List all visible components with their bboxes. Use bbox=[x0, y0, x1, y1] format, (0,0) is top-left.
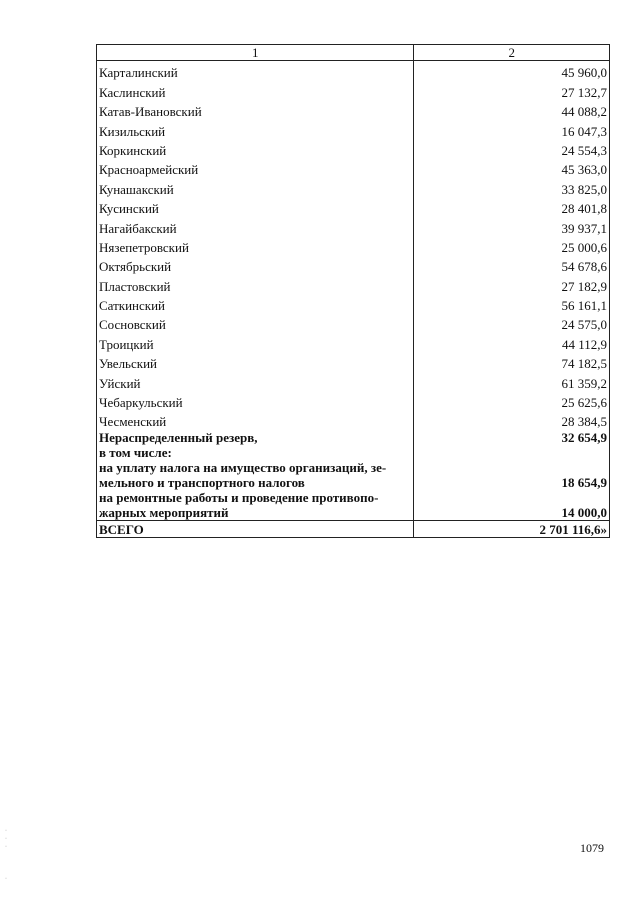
district-name: Сосновский bbox=[97, 313, 414, 332]
scan-artifact-mark: · bbox=[5, 828, 7, 834]
table-row bbox=[97, 177, 610, 196]
district-value: 45 960,0 bbox=[414, 61, 610, 81]
district-name: Нязепетровский bbox=[97, 236, 414, 255]
district-value: 27 182,9 bbox=[414, 274, 610, 293]
district-value: 28 401,8 bbox=[414, 197, 610, 216]
reserve-item-value: 18 654,9 bbox=[414, 475, 610, 490]
district-value: 25 625,6 bbox=[414, 391, 610, 410]
reserve-item-line: жарных мероприятий bbox=[97, 505, 414, 521]
district-name: Пластовский bbox=[97, 274, 414, 293]
table-row bbox=[97, 371, 610, 390]
table-row bbox=[97, 139, 610, 158]
district-value: 27 132,7 bbox=[414, 80, 610, 99]
district-value: 28 384,5 bbox=[414, 410, 610, 429]
district-value: 25 000,6 bbox=[414, 236, 610, 255]
district-name: Саткинский bbox=[97, 294, 414, 313]
reserve-item-row bbox=[97, 475, 610, 490]
table-row bbox=[97, 294, 610, 313]
table-row bbox=[97, 391, 610, 410]
district-name: Увельский bbox=[97, 352, 414, 371]
table-header-row bbox=[97, 45, 610, 61]
district-value: 74 182,5 bbox=[414, 352, 610, 371]
district-name: Кизильский bbox=[97, 119, 414, 138]
district-value: 54 678,6 bbox=[414, 255, 610, 274]
table-row bbox=[97, 119, 610, 138]
table-row bbox=[97, 332, 610, 351]
district-name: Карталинский bbox=[97, 61, 414, 81]
district-name: Нагайбакский bbox=[97, 216, 414, 235]
reserve-row bbox=[97, 429, 610, 445]
total-value: 2 701 116,6» bbox=[414, 521, 610, 538]
district-name: Катав-Ивановский bbox=[97, 100, 414, 119]
including-row bbox=[97, 445, 610, 460]
reserve-item-row bbox=[97, 490, 610, 505]
scan-artifact-mark: · bbox=[5, 876, 7, 882]
column-header-2: 2 bbox=[414, 45, 610, 61]
district-value: 39 937,1 bbox=[414, 216, 610, 235]
district-value: 44 112,9 bbox=[414, 332, 610, 351]
district-name: Октябрьский bbox=[97, 255, 414, 274]
including-empty bbox=[414, 445, 610, 460]
district-name: Кусинский bbox=[97, 197, 414, 216]
district-name: Каслинский bbox=[97, 80, 414, 99]
district-value: 45 363,0 bbox=[414, 158, 610, 177]
reserve-label: Нераспределенный резерв, bbox=[97, 429, 414, 445]
table-row bbox=[97, 216, 610, 235]
scan-artifact-mark: · bbox=[5, 836, 7, 842]
table-row bbox=[97, 236, 610, 255]
reserve-item-empty bbox=[414, 460, 610, 475]
table-row bbox=[97, 100, 610, 119]
reserve-item-empty bbox=[414, 490, 610, 505]
reserve-item-line: на ремонтные работы и проведение противопо- bbox=[97, 490, 414, 505]
district-value: 24 575,0 bbox=[414, 313, 610, 332]
district-value: 24 554,3 bbox=[414, 139, 610, 158]
district-name: Кунашакский bbox=[97, 177, 414, 196]
reserve-item-row bbox=[97, 460, 610, 475]
table-row bbox=[97, 158, 610, 177]
reserve-item-line: мельного и транспортного налогов bbox=[97, 475, 414, 490]
reserve-item-value: 14 000,0 bbox=[414, 505, 610, 521]
column-header-1: 1 bbox=[97, 45, 414, 61]
reserve-item-line: на уплату налога на имущество организаций, зе- bbox=[97, 460, 414, 475]
district-value: 33 825,0 bbox=[414, 177, 610, 196]
table-row bbox=[97, 197, 610, 216]
district-name: Красноармейский bbox=[97, 158, 414, 177]
district-name: Коркинский bbox=[97, 139, 414, 158]
table-row bbox=[97, 255, 610, 274]
total-label: ВСЕГО bbox=[97, 521, 414, 538]
district-value: 44 088,2 bbox=[414, 100, 610, 119]
district-name: Чебаркульский bbox=[97, 391, 414, 410]
reserve-item-row bbox=[97, 505, 610, 521]
total-row bbox=[97, 521, 610, 538]
page-number: 1079 bbox=[580, 841, 604, 855]
district-value: 56 161,1 bbox=[414, 294, 610, 313]
scan-artifact-mark: · bbox=[5, 844, 7, 850]
table-row bbox=[97, 274, 610, 293]
table-row bbox=[97, 61, 610, 81]
district-name: Уйский bbox=[97, 371, 414, 390]
table-row bbox=[97, 352, 610, 371]
budget-table bbox=[96, 44, 610, 538]
table-row bbox=[97, 410, 610, 429]
district-name: Троицкий bbox=[97, 332, 414, 351]
reserve-value: 32 654,9 bbox=[414, 429, 610, 445]
district-name: Чесменский bbox=[97, 410, 414, 429]
district-value: 16 047,3 bbox=[414, 119, 610, 138]
table-row bbox=[97, 313, 610, 332]
table-row bbox=[97, 80, 610, 99]
including-label: в том числе: bbox=[97, 445, 414, 460]
district-value: 61 359,2 bbox=[414, 371, 610, 390]
